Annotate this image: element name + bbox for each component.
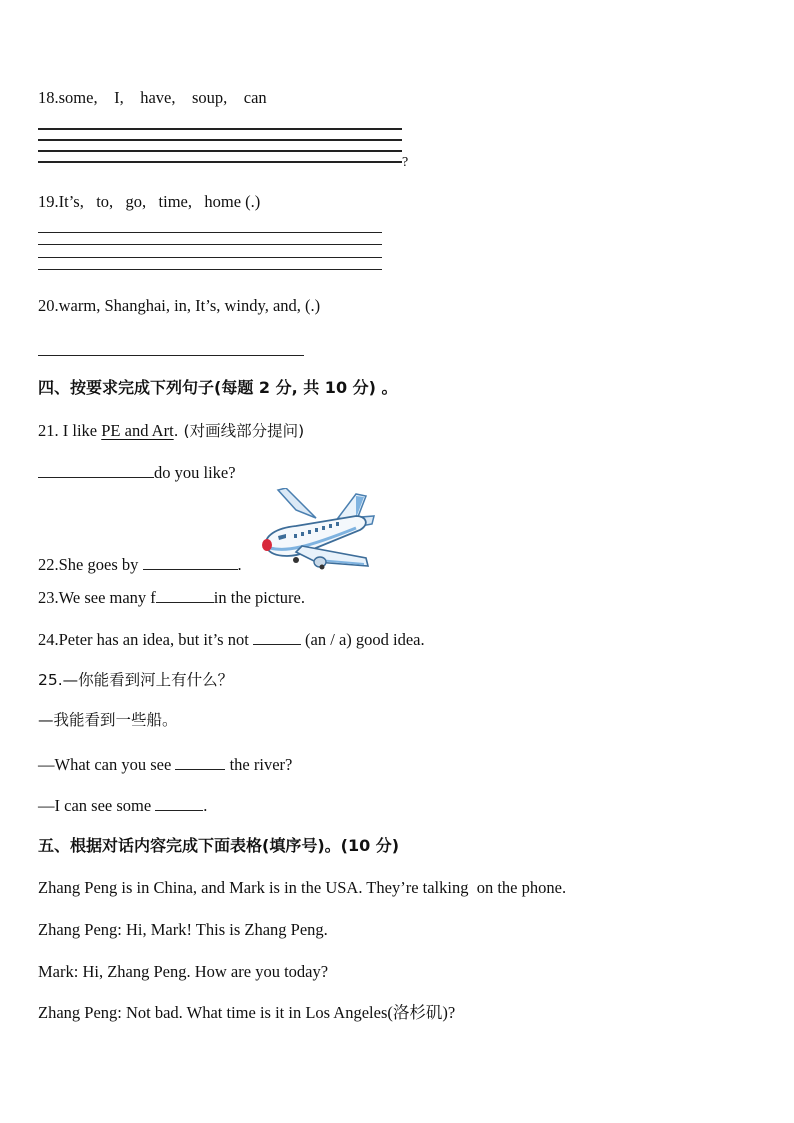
answer-line: [38, 128, 402, 130]
answer-line: [38, 269, 382, 270]
q25-line4-prefix: —I can see some: [38, 796, 156, 815]
question-20: 20.warm, Shanghai, in, It’s, windy, and, (.): [38, 296, 321, 315]
question-25-line-1: 25.—你能看到河上有什么？: [38, 671, 234, 689]
dialogue-line: Mark: Hi, Zhang Peng. How are you today?: [38, 962, 329, 981]
question-25-line-3: [38, 754, 292, 775]
airplane-icon: [256, 488, 376, 570]
q23-suffix: in the picture.: [213, 588, 305, 607]
q21-answer-tail: do you like?: [154, 463, 236, 482]
q24-suffix: (an / a) good idea.: [300, 630, 425, 649]
answer-line: [38, 257, 382, 258]
answer-line: [38, 244, 382, 245]
blank: [143, 554, 238, 570]
question-24: [38, 629, 425, 650]
blank: [156, 587, 214, 603]
question-25-line-4: [38, 795, 207, 816]
q25-line4-suffix: .: [203, 796, 208, 815]
question-22: [38, 554, 242, 575]
answer-line: [38, 139, 402, 141]
blank: [38, 462, 154, 478]
question-mark: ?: [402, 155, 409, 170]
q21-underlined: PE and Art: [101, 421, 174, 440]
section-5-heading: 五、根据对话内容完成下面表格(填序号)。(10 分): [38, 836, 400, 855]
answer-line: [38, 355, 304, 356]
blank: [253, 629, 301, 645]
section-4-heading: 四、按要求完成下列句子(每题 2 分, 共 10 分) 。: [38, 378, 398, 397]
answer-line: [38, 161, 402, 163]
q21-answer-line: [38, 462, 236, 483]
blank: [155, 795, 203, 811]
question-21: [38, 421, 304, 441]
q24-prefix: 24.Peter has an idea, but it’s not: [38, 630, 253, 649]
question-19: 19.It’s, to, go, time, home (.): [38, 192, 261, 211]
q23-prefix: 23.We see many f: [38, 588, 156, 607]
q22-end: .: [237, 555, 242, 574]
dialogue-line: Zhang Peng: Hi, Mark! This is Zhang Peng.: [38, 920, 328, 939]
q21-prefix: 21. I like: [38, 421, 102, 440]
dialogue-line: Zhang Peng is in China, and Mark is in the USA. They’re talking on the phone.: [38, 878, 567, 897]
q21-suffix: . (对画线部分提问): [173, 422, 305, 440]
dialogue-line: Zhang Peng: Not bad. What time is it in Los Angeles(洛杉矶)?: [38, 1003, 456, 1022]
question-18: 18.some, I, have, soup, can: [38, 88, 267, 107]
blank: [175, 754, 225, 770]
question-23: [38, 587, 305, 608]
q25-line3-prefix: —What can you see: [38, 755, 176, 774]
answer-line: [38, 232, 382, 233]
q22-text: 22.She goes by: [38, 555, 143, 574]
answer-line: [38, 150, 402, 152]
question-25-line-2: —我能看到一些船。: [38, 711, 178, 729]
q25-line3-suffix: the river?: [225, 755, 293, 774]
